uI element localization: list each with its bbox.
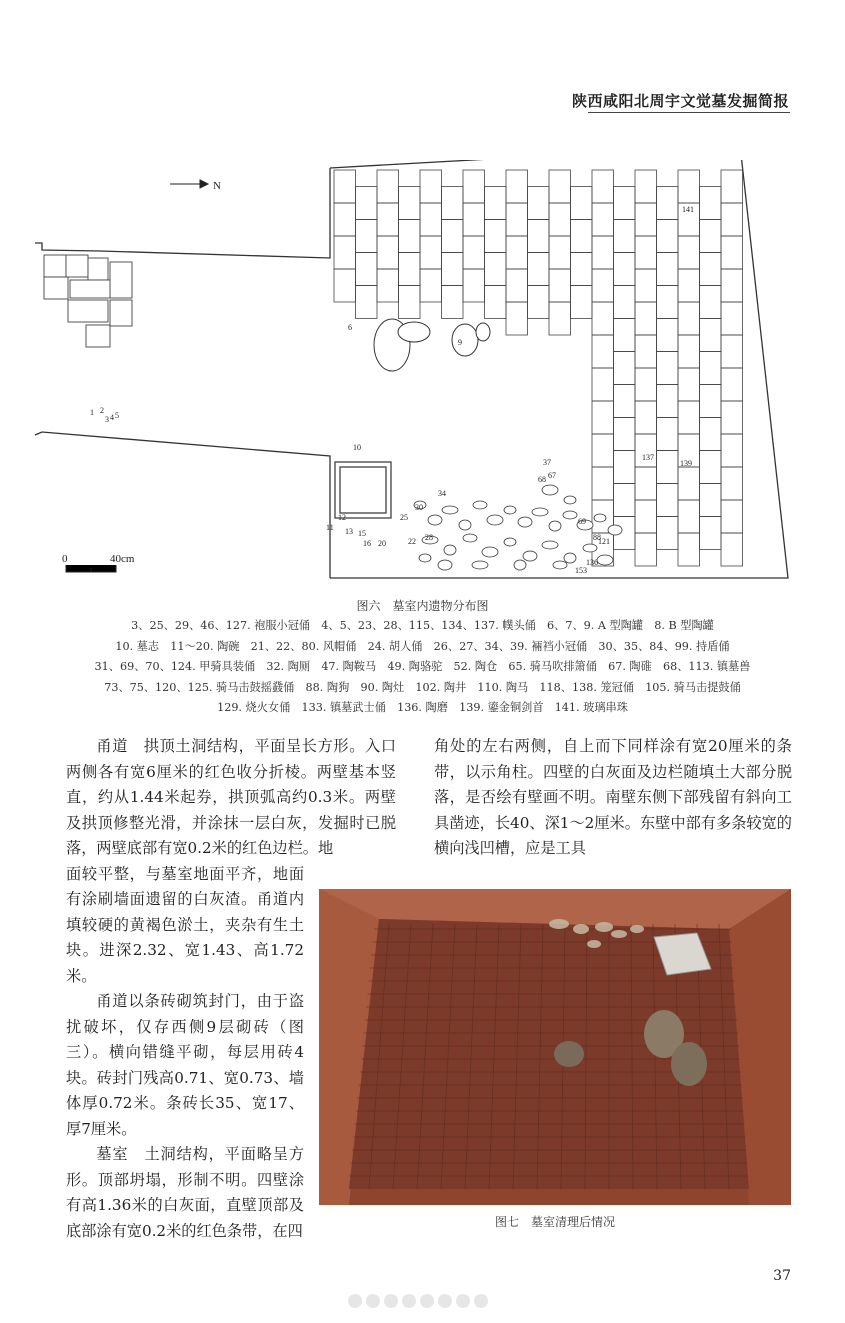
floor-brick — [721, 401, 743, 434]
scale-zero: 0 — [62, 553, 68, 565]
right-column-paragraph: 角处的左右两侧，自上而下同样涂有宽20厘米的条带，以示角柱。四壁的白灰面及边栏随填土大部分脱落，是否绘有壁画不明。南壁东侧下部残留有斜向工具凿迹，长40、深1～2厘米。东壁中部有多条较宽的横向浅凹槽，应是工具 — [434, 737, 792, 857]
floor-brick — [420, 170, 442, 203]
find-number-label: 3 — [105, 415, 109, 424]
corridor-lower-wall — [35, 432, 330, 578]
floor-brick — [721, 533, 743, 566]
floor-brick — [442, 253, 464, 286]
floor-brick — [571, 187, 593, 220]
floor-brick — [700, 220, 722, 253]
floor-brick — [635, 269, 657, 302]
epitaph-stone — [335, 462, 391, 518]
floor-brick — [678, 170, 700, 203]
floor-brick — [614, 385, 636, 418]
find-number-label: 25 — [400, 513, 408, 522]
floor-brick — [635, 434, 657, 467]
artifact-mark — [444, 545, 456, 555]
floor-brick — [592, 269, 614, 302]
floor-brick — [700, 253, 722, 286]
find-number-label: 10 — [353, 443, 361, 452]
find-number-label: 137 — [642, 453, 654, 462]
floor-brick — [678, 368, 700, 401]
floor-brick — [485, 253, 507, 286]
floor-brick — [506, 203, 528, 236]
pottery-jars — [374, 319, 490, 371]
floor-brick — [592, 368, 614, 401]
artifact-mark — [564, 496, 576, 504]
floor-brick — [721, 500, 743, 533]
floor-brick — [635, 533, 657, 566]
floor-brick — [463, 236, 485, 269]
figure7-photo — [319, 889, 791, 1205]
floor-brick — [334, 269, 356, 302]
floor-brick — [614, 220, 636, 253]
find-number-label: 88 — [593, 533, 601, 542]
find-number-label: 15 — [358, 529, 366, 538]
find-number-label: 9 — [458, 338, 462, 347]
floor-brick — [657, 352, 679, 385]
find-number-label: 13 — [345, 527, 353, 536]
corridor-paragraph-continued: 面较平整，与墓室地面平齐，地面有涂刷墙面遗留的白灰渣。甬道内填较硬的黄褐色淤土，夹杂有生土块。进深2.32、宽1.43、高1.72米。 — [66, 864, 304, 985]
floor-brick — [635, 401, 657, 434]
find-number-label: 141 — [682, 205, 694, 214]
floor-brick — [485, 187, 507, 220]
north-arrow — [170, 180, 221, 192]
floor-brick — [721, 302, 743, 335]
floor-brick — [549, 236, 571, 269]
floor-brick — [657, 484, 679, 517]
artifact-mark — [438, 560, 452, 570]
floor-brick — [592, 401, 614, 434]
floor-brick — [377, 269, 399, 302]
floor-brick — [485, 220, 507, 253]
floor-brick — [528, 220, 550, 253]
artifact-mark — [514, 560, 526, 570]
sealing-paragraph: 甬道以条砖砌筑封门，由于盗扰破坏，仅存西侧9层砌砖（图三）。横向错缝平砌，每层用砖4块。砖封门残高0.71、宽0.73、墙体厚0.72米。条砖长35、宽17、厚7厘米。 — [66, 992, 304, 1138]
floor-brick — [592, 170, 614, 203]
floor-brick — [571, 220, 593, 253]
tomb-plan-figure — [30, 160, 790, 590]
floor-brick — [657, 385, 679, 418]
artifact-mark — [523, 551, 537, 561]
floor-brick — [635, 467, 657, 500]
floor-brick — [678, 401, 700, 434]
floor-brick — [657, 517, 679, 550]
find-number-label: 20 — [378, 539, 386, 548]
floor-brick — [721, 335, 743, 368]
right-column — [434, 734, 792, 862]
legend-line: 129. 烧火女俑 133. 镇墓武士俑 136. 陶磨 139. 鎏金铜剑首 141. 玻璃串珠 — [217, 701, 628, 714]
artifact-mark — [542, 541, 558, 549]
floor-brick — [635, 302, 657, 335]
floor-brick — [463, 203, 485, 236]
floor-brick — [506, 170, 528, 203]
floor-brick — [592, 236, 614, 269]
scale-length: 40cm — [110, 553, 135, 565]
artifact-mark — [473, 501, 487, 509]
find-number-label: 136 — [586, 558, 598, 567]
floor-brick — [678, 500, 700, 533]
north-label: N — [213, 180, 221, 192]
floor-brick — [721, 203, 743, 236]
legend-line: 73、75、120、125. 骑马击鼓摇鼗俑 88. 陶狗 90. 陶灶 102. 陶井 110. 陶马 118、138. 笼冠俑 105. 骑马击提鼓俑 — [104, 680, 741, 694]
artifact-mark — [428, 515, 442, 525]
floor-brick — [635, 500, 657, 533]
artifact-mark — [442, 506, 458, 514]
find-number-label: 5 — [115, 411, 119, 420]
floor-brick — [721, 170, 743, 203]
floor-brick — [571, 253, 593, 286]
find-number-label: 30 — [415, 503, 423, 512]
scale-bar — [62, 553, 135, 572]
find-number-label: 121 — [598, 537, 610, 546]
floor-brick — [549, 203, 571, 236]
corridor-upper-wall — [35, 168, 330, 258]
floor-brick — [399, 253, 421, 286]
corridor-paragraph: 甬道 拱顶土洞结构，平面呈长方形。入口两侧各有宽6厘米的红色收分折棱。两壁基本竖直，约从1.44米起券，拱顶弧高约0.3米。两壁及拱顶修整光滑，并涂抹一层白灰，发掘时已脱落，两壁底部有宽0.2米的红色边栏。地 — [66, 737, 396, 857]
floor-brick — [442, 187, 464, 220]
floor-brick — [592, 302, 614, 335]
floor-brick — [700, 385, 722, 418]
artifact-mark — [563, 511, 577, 519]
artifact-mark — [504, 506, 516, 514]
floor-brick — [442, 286, 464, 319]
page-number: 37 — [773, 1268, 791, 1284]
floor-brick — [721, 269, 743, 302]
floor-brick — [399, 187, 421, 220]
floor-brick — [678, 302, 700, 335]
floor-brick — [700, 319, 722, 352]
floor-brick — [721, 434, 743, 467]
find-number-label: 16 — [363, 539, 371, 548]
find-number-label: 153 — [575, 566, 587, 575]
floor-brick — [657, 286, 679, 319]
floor-brick — [356, 286, 378, 319]
figure6-caption: 图六 墓室内遗物分布图 — [356, 599, 489, 613]
floor-brick — [678, 269, 700, 302]
floor-brick — [700, 517, 722, 550]
floor-brick — [528, 286, 550, 319]
floor-brick — [356, 220, 378, 253]
floor-brick — [506, 236, 528, 269]
artifact-mark — [482, 547, 498, 557]
floor-brick — [635, 203, 657, 236]
floor-brick — [377, 203, 399, 236]
floor-brick — [399, 220, 421, 253]
find-number-label: 22 — [408, 537, 416, 546]
floor-brick — [528, 253, 550, 286]
floor-brick — [356, 187, 378, 220]
sealing-bricks — [44, 255, 132, 347]
artifact-mark — [553, 561, 567, 569]
floor-brick — [614, 352, 636, 385]
artifact-mark — [487, 515, 503, 525]
floor-brick — [721, 467, 743, 500]
floor-brick — [592, 434, 614, 467]
chamber-paragraph: 墓室 土洞结构，平面略呈方形。顶部坍塌，形制不明。四壁涂有高1.36米的白灰面，直壁顶部及底部涂有宽0.2米的红色条带，在四 — [66, 1145, 304, 1240]
figure7-caption: 图七 墓室清理后情况 — [494, 1215, 615, 1229]
find-number-label: 1 — [90, 408, 94, 417]
floor-brick — [420, 203, 442, 236]
artifact-mark — [594, 514, 606, 522]
floor-brick — [635, 368, 657, 401]
artifact-mark — [608, 525, 622, 535]
floor-brick — [592, 467, 614, 500]
floor-brick — [442, 220, 464, 253]
floor-brick — [700, 451, 722, 484]
floor-brick — [700, 187, 722, 220]
floor-brick — [700, 352, 722, 385]
floor-brick — [592, 335, 614, 368]
artifact-mark — [532, 508, 548, 516]
floor-brick — [463, 269, 485, 302]
running-head: 陕西咸阳北周宇文觉墓发掘简报 — [571, 92, 789, 110]
floor-brick — [700, 286, 722, 319]
artifact-mark — [504, 538, 516, 546]
floor-brick — [657, 187, 679, 220]
floor-brick — [356, 253, 378, 286]
find-number-label: 2 — [100, 406, 104, 415]
floor-brick — [420, 269, 442, 302]
find-number-label: 139 — [680, 459, 692, 468]
find-number-label: 11 — [326, 523, 334, 532]
find-number-label: 69 — [578, 517, 586, 526]
find-number-label: 12 — [338, 513, 346, 522]
floor-brick — [657, 418, 679, 451]
floor-brick — [334, 170, 356, 203]
artifact-mark — [419, 554, 431, 562]
artifact-mark — [564, 553, 576, 563]
find-number-label: 68 — [538, 475, 546, 484]
floor-brick — [721, 368, 743, 401]
floor-brick — [657, 220, 679, 253]
legend-line: 3、25、29、46、127. 袍服小冠俑 4、5、23、28、115、134、137. 幞头俑 6、7、9. A 型陶罐 8. B 型陶罐 — [131, 619, 714, 632]
floor-brick — [635, 335, 657, 368]
floor-brick — [549, 302, 571, 335]
header-rule — [588, 112, 790, 113]
floor-brick — [571, 286, 593, 319]
artifact-mark — [463, 534, 477, 542]
artifact-mark — [542, 485, 558, 495]
floor-brick — [506, 269, 528, 302]
floor-brick — [614, 418, 636, 451]
floor-brick — [635, 170, 657, 203]
floor-brick — [700, 418, 722, 451]
floor-brick — [657, 451, 679, 484]
floor-brick — [506, 302, 528, 335]
floor-brick — [549, 269, 571, 302]
floor-brick — [463, 170, 485, 203]
find-number-label: 34 — [438, 489, 446, 498]
floor-brick — [592, 203, 614, 236]
legend-line: 10. 墓志 11～20. 陶碗 21、22、80. 风帽俑 24. 胡人俑 26、27、34、39. 裲裆小冠俑 30、35、84、99. 持盾俑 — [115, 639, 730, 653]
floor-brick — [700, 484, 722, 517]
floor-brick — [334, 203, 356, 236]
floor-brick — [485, 286, 507, 319]
artifact-mark — [472, 561, 488, 569]
floor-brick — [635, 236, 657, 269]
floor-brick — [614, 187, 636, 220]
floor-brick — [678, 467, 700, 500]
floor-brick — [678, 335, 700, 368]
floor-brick — [614, 253, 636, 286]
floor-brick — [678, 236, 700, 269]
floor-brick — [549, 170, 571, 203]
figure6-legend — [40, 616, 805, 719]
floor-brick — [721, 236, 743, 269]
floor-brick — [399, 286, 421, 319]
floor-brick — [678, 533, 700, 566]
floor-brick — [334, 236, 356, 269]
floor-brick — [377, 170, 399, 203]
artifact-mark — [597, 555, 613, 565]
artifact-mark — [583, 544, 597, 552]
floor-brick — [614, 451, 636, 484]
floor-brick — [657, 253, 679, 286]
floor-brick — [614, 319, 636, 352]
find-number-label: 4 — [110, 413, 114, 422]
artifact-mark — [459, 520, 471, 530]
floor-brick — [657, 319, 679, 352]
floor-brick — [614, 286, 636, 319]
find-number-label: 67 — [548, 471, 556, 480]
floor-brick — [528, 187, 550, 220]
find-number-label: 28 — [425, 533, 433, 542]
floor-brick — [420, 236, 442, 269]
floor-brick — [377, 236, 399, 269]
find-number-label: 6 — [348, 323, 352, 332]
floor-brick — [614, 484, 636, 517]
find-number-label: 37 — [543, 458, 551, 467]
artifact-mark — [518, 517, 532, 527]
watermark-dots — [345, 1290, 500, 1312]
legend-line: 31、69、70、124. 甲骑具装俑 32. 陶厕 47. 陶鞍马 49. 陶骆驼 52. 陶仓 65. 骑马吹排箫俑 67. 陶碓 68、113. 镇墓兽 — [94, 660, 751, 673]
artifact-mark — [549, 521, 561, 531]
